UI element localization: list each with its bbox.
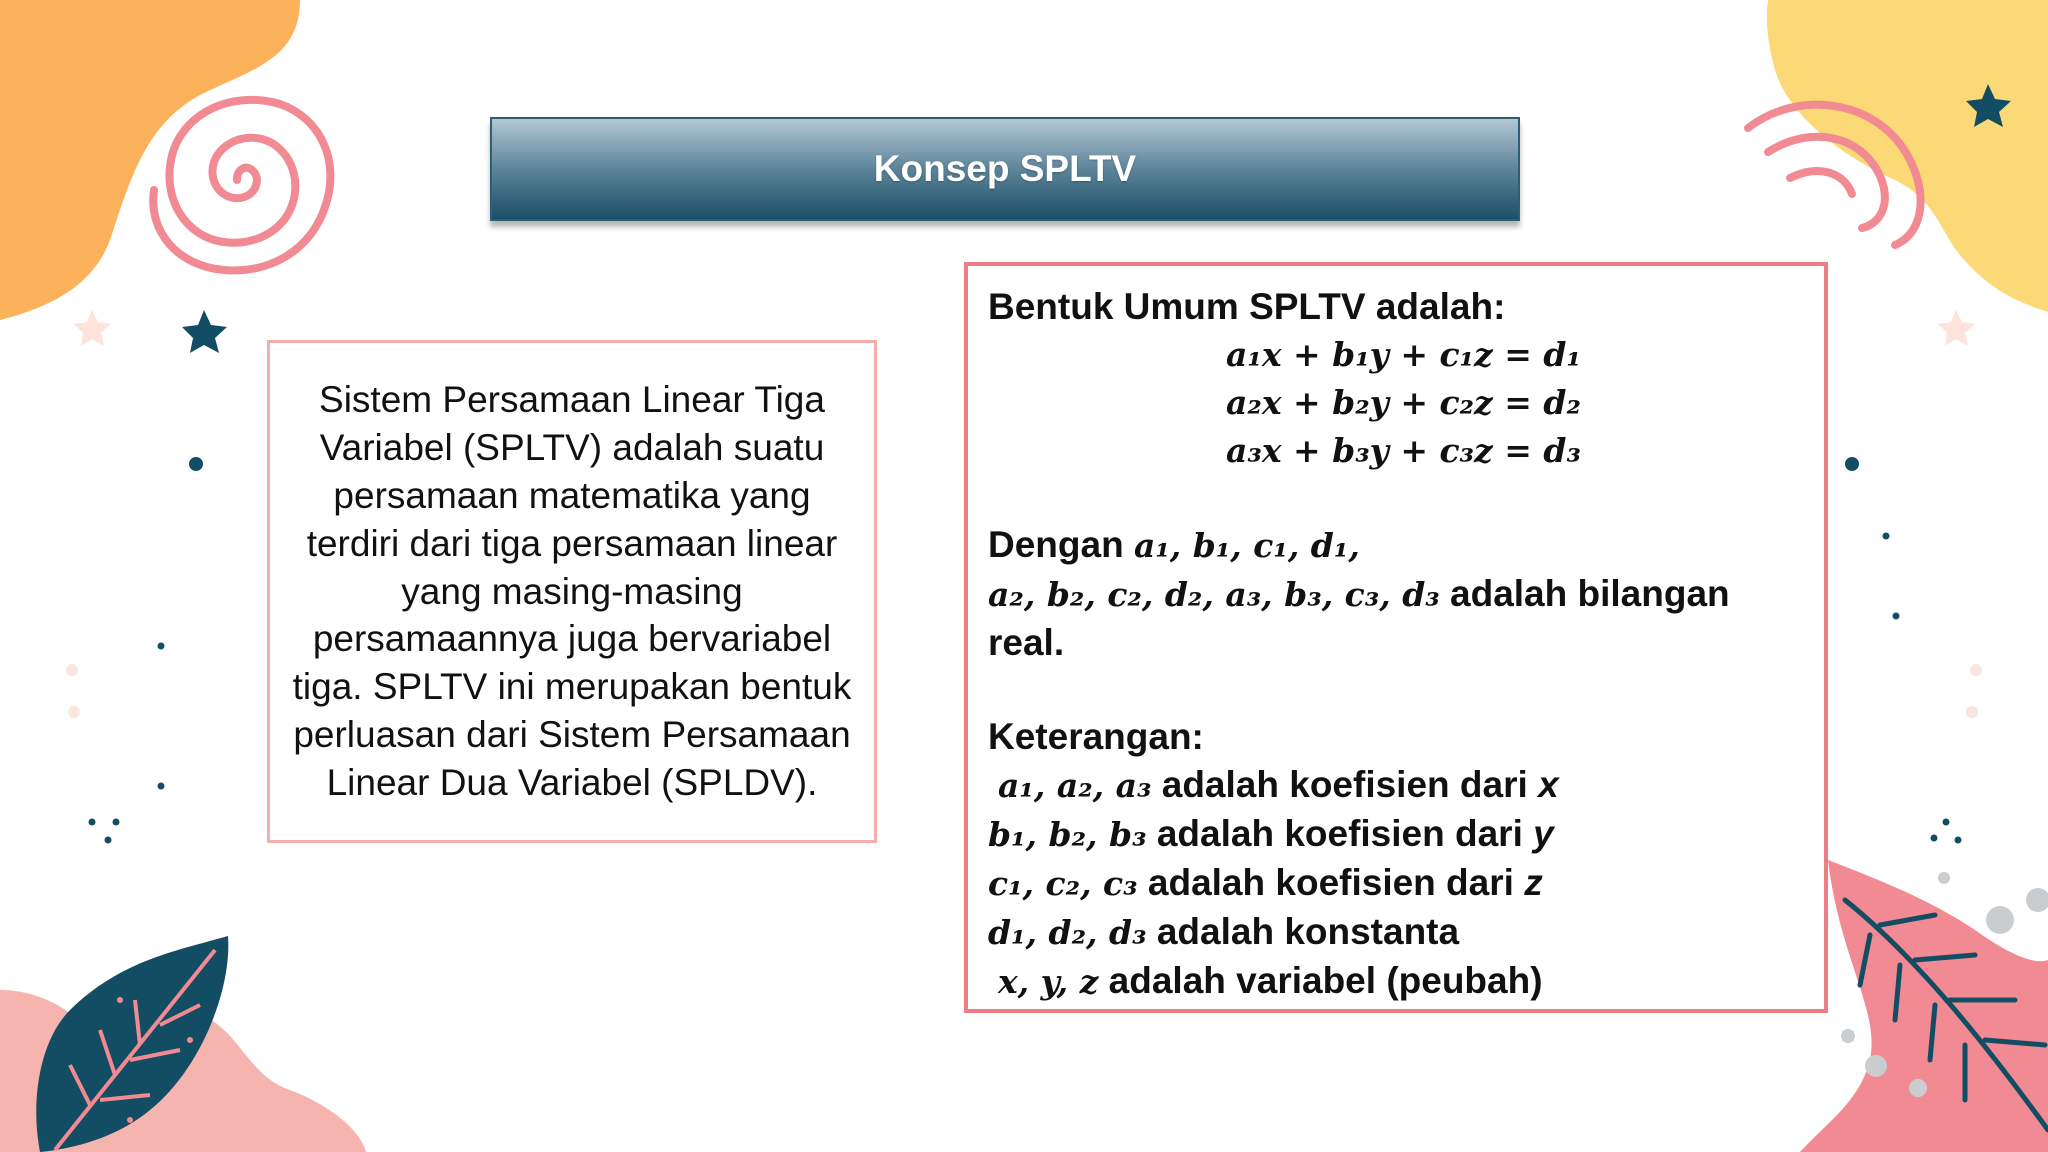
star-icon <box>1938 310 1975 346</box>
condition-paragraph <box>988 521 1804 667</box>
equation-1: a₁x + b₁y + c₁z = d₁ <box>1226 335 1581 374</box>
spiral-icon <box>1790 171 1852 194</box>
dot-icon <box>1986 906 2014 934</box>
note-math: c₁, c₂, c₃ <box>988 864 1138 903</box>
dot-icon <box>1909 1079 1927 1097</box>
dot-icon <box>1865 1055 1887 1077</box>
dot-icon <box>1845 457 1859 471</box>
dot-icon <box>158 783 165 790</box>
note-var: y <box>1533 813 1554 854</box>
dot-icon <box>1955 837 1962 844</box>
note-item-5 <box>988 957 1804 1006</box>
dot-icon <box>1938 872 1950 884</box>
definition-box <box>267 340 877 843</box>
dot-icon <box>66 664 78 676</box>
note-var: z <box>1524 862 1543 903</box>
dot-icon <box>68 706 80 718</box>
dot-icon <box>1970 664 1982 676</box>
notes-heading: Keterangan: <box>988 716 1204 757</box>
dot-icon <box>105 837 112 844</box>
dot-icon <box>113 819 120 826</box>
slide-title: Konsep SPLTV <box>873 148 1137 189</box>
note-math: d₁, d₂, d₃ <box>988 913 1147 952</box>
spacer <box>988 475 1804 521</box>
dot-icon <box>1893 613 1900 620</box>
dot-icon <box>2026 888 2048 912</box>
note-math: x, y, z <box>998 962 1099 1001</box>
dot-icon <box>127 1117 133 1123</box>
dot-icon <box>1931 835 1938 842</box>
condition-tail: adalah bilangan real. <box>988 573 1730 663</box>
note-text: adalah variabel (peubah) <box>1108 960 1543 1001</box>
note-math: b₁, b₂, b₃ <box>988 815 1147 854</box>
star-icon <box>182 310 227 353</box>
note-item-4 <box>988 908 1804 957</box>
dot-icon <box>1966 706 1978 718</box>
general-form-heading: Bentuk Umum SPLTV adalah: <box>988 286 1506 327</box>
equation-2: a₂x + b₂y + c₂z = d₂ <box>1226 383 1581 422</box>
condition-lead: Dengan <box>988 524 1124 565</box>
note-text: adalah koefisien dari <box>1161 764 1528 805</box>
condition-coeffs-line1: a₁, b₁, c₁, d₁, <box>1133 526 1360 565</box>
dot-icon <box>1943 819 1950 826</box>
dot-icon <box>158 643 165 650</box>
note-item-3 <box>988 859 1804 908</box>
dot-icon <box>187 1037 193 1043</box>
pink-blob-bottom-right <box>1800 860 2048 1152</box>
note-item-1 <box>988 761 1804 810</box>
title-bar <box>490 117 1520 221</box>
dot-icon <box>189 457 203 471</box>
general-form-box <box>964 262 1828 1013</box>
dot-icon <box>117 997 123 1003</box>
note-math: a₁, a₂, a₃ <box>998 766 1152 805</box>
note-var: x <box>1538 764 1559 805</box>
dot-icon <box>89 819 96 826</box>
dot-icon <box>1841 1029 1855 1043</box>
note-text: adalah koefisien dari <box>1147 862 1514 903</box>
equation-3: a₃x + b₃y + c₃z = d₃ <box>1226 431 1581 470</box>
star-icon <box>74 310 111 346</box>
definition-text: Sistem Persamaan Linear Tiga Variabel (SPLTV) adalah suatu persamaan matematika yang terdiri dari tiga persamaan linear yang masing-masing persamaannya juga bervariabel tiga. SPLTV ini merupakan bentuk perluasan dari Sistem Persamaan Linear Dua Variabel (SPLDV). <box>292 379 852 803</box>
spiral-icon <box>153 100 330 271</box>
dot-icon <box>1883 533 1890 540</box>
condition-coeffs-line2: a₂, b₂, c₂, d₂, a₃, b₃, c₃, d₃ <box>988 575 1440 614</box>
note-item-2 <box>988 810 1804 859</box>
note-text: adalah konstanta <box>1156 911 1460 952</box>
equation-list <box>1226 331 1804 475</box>
spacer <box>988 667 1804 713</box>
note-text: adalah koefisien dari <box>1156 813 1523 854</box>
